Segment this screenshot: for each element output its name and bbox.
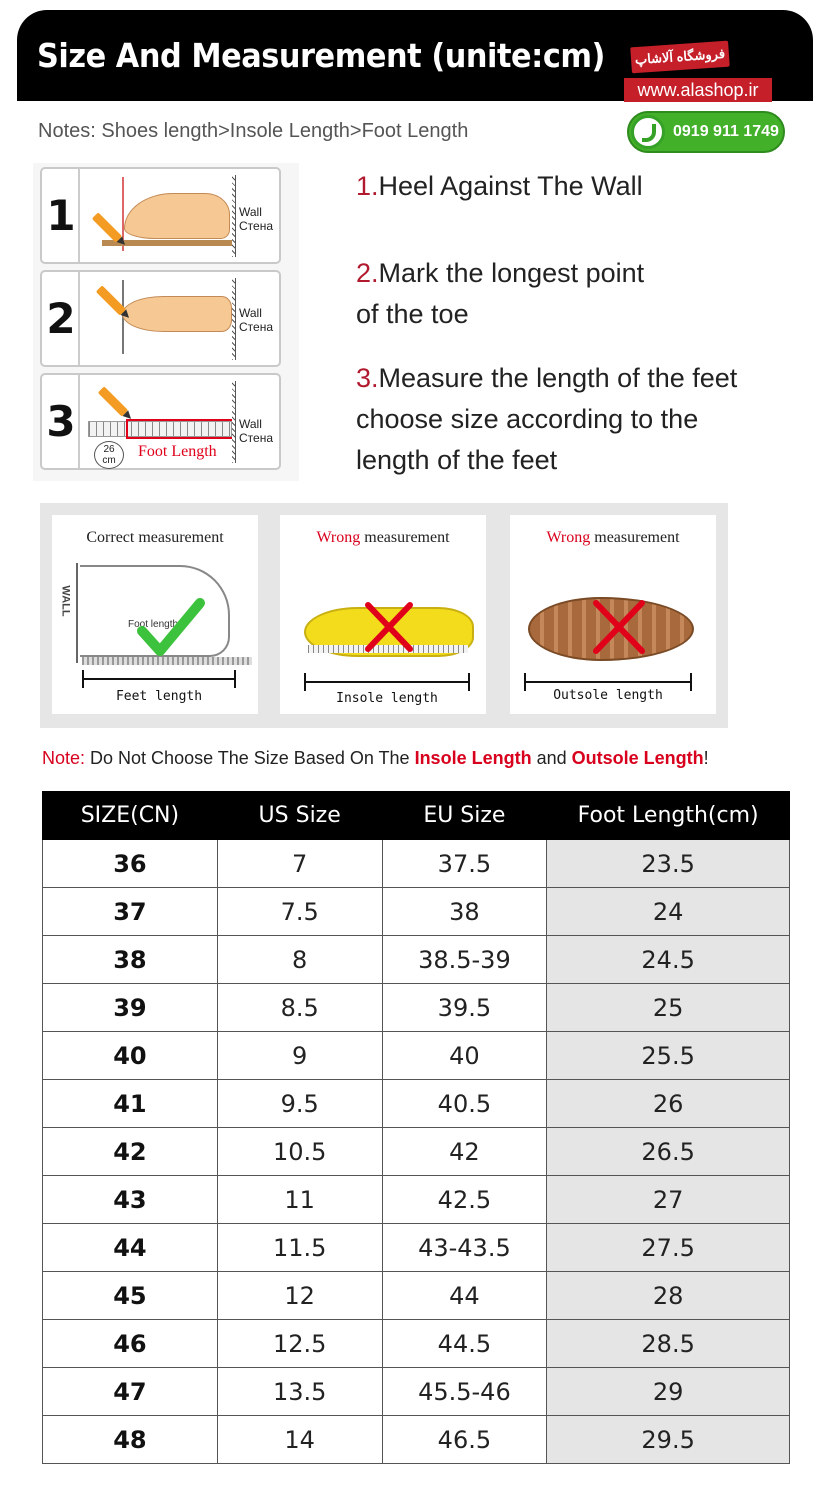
wall-label: Wall: [239, 205, 262, 219]
insole-measurement-panel: [280, 515, 486, 714]
inner-label: Foot length: [128, 619, 179, 630]
header-us-size: US Size: [217, 792, 382, 840]
table-row: [43, 1320, 790, 1368]
cell-foot-length: 23.5: [547, 840, 790, 888]
wall-label-ru: Стена: [239, 219, 274, 233]
step-1-panel: [40, 167, 281, 264]
wall-icon: [232, 278, 236, 360]
wall-icon: [232, 381, 236, 463]
cell-size-cn: 39: [43, 984, 218, 1032]
cell-eu-size: 42.5: [382, 1176, 547, 1224]
panel-title: Wrong measurement: [316, 529, 450, 546]
cell-size-cn: 47: [43, 1368, 218, 1416]
cell-eu-size: 37.5: [382, 840, 547, 888]
cell-eu-size: 38.5-39: [382, 936, 547, 984]
brand-tag: فروشگاه آلاشاپ: [630, 41, 730, 74]
wall-label: Wall: [239, 306, 262, 320]
table-row: [43, 1368, 790, 1416]
foot-length-box: [126, 419, 236, 439]
cell-foot-length: 24.5: [547, 936, 790, 984]
cell-size-cn: 45: [43, 1272, 218, 1320]
outsole-measurement-panel: [510, 515, 716, 714]
wall-icon: [232, 175, 236, 257]
size-table: [42, 791, 790, 1464]
table-row: [43, 1032, 790, 1080]
cell-size-cn: 42: [43, 1128, 218, 1176]
whatsapp-icon: [631, 115, 665, 149]
cell-eu-size: 40.5: [382, 1080, 547, 1128]
cell-size-cn: 36: [43, 840, 218, 888]
cell-us-size: 12.5: [217, 1320, 382, 1368]
cell-eu-size: 45.5-46: [382, 1368, 547, 1416]
cell-eu-size: 44: [382, 1272, 547, 1320]
wall-text: WALL: [59, 585, 72, 617]
pencil-icon: [92, 212, 122, 242]
step-3-number: 3: [46, 397, 76, 446]
cell-us-size: 11: [217, 1176, 382, 1224]
header-foot-length: Foot Length(cm): [547, 792, 790, 840]
cell-foot-length: 28.5: [547, 1320, 790, 1368]
step-3-panel: [40, 373, 281, 470]
bottom-label: Insole length: [336, 691, 438, 706]
correct-measurement-panel: [52, 515, 258, 714]
panel-title: Correct measurement: [86, 529, 224, 546]
cross-icon: [362, 599, 416, 655]
step-1-text: 1.Heel Against The Wall: [356, 171, 643, 201]
table-row: [43, 840, 790, 888]
cell-foot-length: 29.5: [547, 1416, 790, 1464]
cell-us-size: 9.5: [217, 1080, 382, 1128]
cell-foot-length: 24: [547, 888, 790, 936]
bottom-label: Feet length: [115, 689, 203, 704]
foot-icon: [122, 296, 232, 332]
ruler-unit: cm: [102, 455, 116, 466]
cell-eu-size: 43-43.5: [382, 1224, 547, 1272]
cell-size-cn: 38: [43, 936, 218, 984]
whatsapp-contact[interactable]: [627, 111, 785, 153]
cell-us-size: 9: [217, 1032, 382, 1080]
cell-us-size: 13.5: [217, 1368, 382, 1416]
table-row: [43, 1416, 790, 1464]
check-icon: [136, 595, 206, 661]
foot-icon: [124, 193, 230, 239]
step-1-number: 1: [46, 191, 76, 240]
cell-us-size: 8.5: [217, 984, 382, 1032]
step-2-panel: [40, 270, 281, 367]
cell-us-size: 7: [217, 840, 382, 888]
cell-size-cn: 37: [43, 888, 218, 936]
table-row: [43, 1176, 790, 1224]
cell-foot-length: 25: [547, 984, 790, 1032]
step-3-text: 3.Measure the length of the feet choose size according to the length of the feet: [356, 363, 738, 475]
table-row: [43, 984, 790, 1032]
pencil-icon: [98, 386, 128, 416]
cell-size-cn: 43: [43, 1176, 218, 1224]
step-2-text: 2.Mark the longest point of the toe: [356, 258, 645, 329]
cross-icon: [590, 597, 648, 657]
wall-label-ru: Стена: [239, 431, 274, 445]
cell-eu-size: 42: [382, 1128, 547, 1176]
header-eu-size: EU Size: [382, 792, 547, 840]
cell-foot-length: 28: [547, 1272, 790, 1320]
phone-number: 0919 911 1749: [673, 123, 779, 140]
size-note: Note: Do Not Choose The Size Based On The Insole Length and Outsole Length!: [42, 748, 709, 768]
cell-us-size: 7.5: [217, 888, 382, 936]
cell-eu-size: 39.5: [382, 984, 547, 1032]
cell-us-size: 14: [217, 1416, 382, 1464]
dimension-line: [82, 678, 236, 680]
wall-label-ru: Стена: [239, 320, 274, 334]
cell-foot-length: 26: [547, 1080, 790, 1128]
cell-us-size: 11.5: [217, 1224, 382, 1272]
header-size-cn: SIZE(CN): [43, 792, 218, 840]
ruler-badge: [94, 441, 124, 469]
cell-size-cn: 44: [43, 1224, 218, 1272]
page-title: Size And Measurement (unite:cm): [37, 36, 605, 75]
dimension-line: [524, 681, 692, 683]
wall-label: Wall: [239, 417, 262, 431]
cell-size-cn: 41: [43, 1080, 218, 1128]
table-row: [43, 1272, 790, 1320]
cell-eu-size: 38: [382, 888, 547, 936]
notes-text: Notes: Shoes length>Insole Length>Foot Length: [38, 120, 469, 142]
dimension-line: [304, 681, 470, 683]
table-row: [43, 1128, 790, 1176]
bottom-label: Outsole length: [553, 688, 663, 703]
cell-us-size: 10.5: [217, 1128, 382, 1176]
table-row: [43, 1224, 790, 1272]
cell-eu-size: 44.5: [382, 1320, 547, 1368]
cell-foot-length: 27: [547, 1176, 790, 1224]
table-header-row: [43, 792, 790, 840]
cell-us-size: 8: [217, 936, 382, 984]
cell-eu-size: 40: [382, 1032, 547, 1080]
ruler-value: 26: [103, 444, 115, 455]
cell-foot-length: 27.5: [547, 1224, 790, 1272]
panel-title: Wrong measurement: [546, 529, 680, 546]
cell-size-cn: 48: [43, 1416, 218, 1464]
cell-foot-length: 25.5: [547, 1032, 790, 1080]
cell-eu-size: 46.5: [382, 1416, 547, 1464]
table-row: [43, 1080, 790, 1128]
foot-length-label: Foot Length: [138, 443, 217, 460]
step-2-number: 2: [46, 294, 76, 343]
cell-foot-length: 26.5: [547, 1128, 790, 1176]
cell-size-cn: 40: [43, 1032, 218, 1080]
table-row: [43, 936, 790, 984]
cell-us-size: 12: [217, 1272, 382, 1320]
table-row: [43, 888, 790, 936]
brand-url[interactable]: www.alashop.ir: [624, 78, 772, 102]
cell-foot-length: 29: [547, 1368, 790, 1416]
size-table-body: [43, 840, 790, 1464]
wall-line: [76, 563, 78, 663]
cell-size-cn: 46: [43, 1320, 218, 1368]
